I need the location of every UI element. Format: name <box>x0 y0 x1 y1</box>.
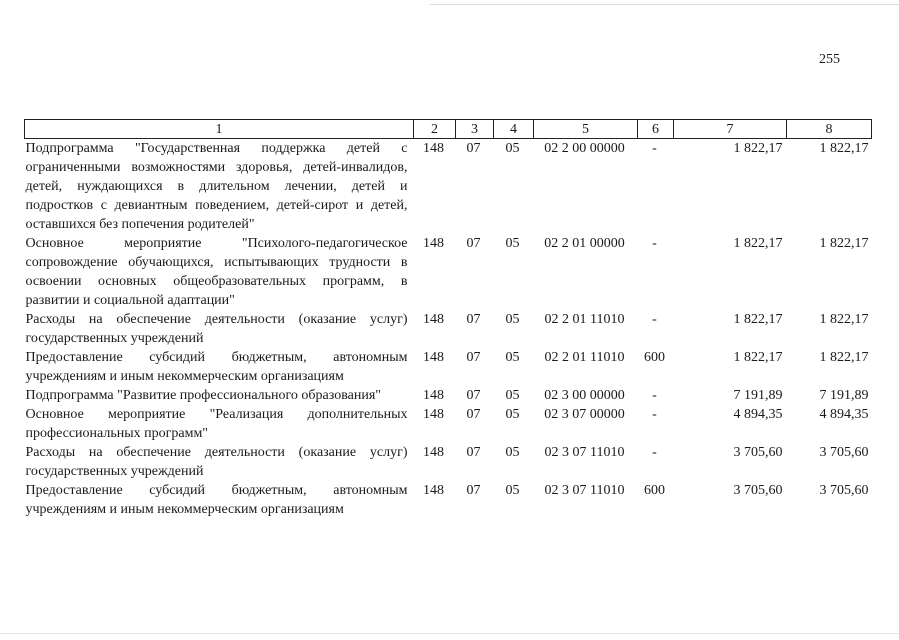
row-amount-col8: 1 822,17 <box>819 236 869 251</box>
row-name: Расходы на обеспечение деятельности (оказание услуг) государственных учреждений <box>25 312 408 346</box>
row-amount-col8: 1 822,17 <box>819 312 869 327</box>
row-name: Основное мероприятие "Психолого-педагогическое сопровождение обучающихся, испытывающих трудности в освоении основных общеобразовательных программ, в развитии и социальной адаптации" <box>25 236 408 308</box>
row-subsection-code: 05 <box>505 407 520 422</box>
row-expense-type: - <box>652 141 657 156</box>
row-amount-col7: 3 705,60 <box>733 483 783 498</box>
header-col-6: 6 <box>638 120 674 139</box>
row-expense-type: - <box>652 388 657 403</box>
table-row <box>25 405 872 443</box>
row-ministry-code: 148 <box>423 141 444 156</box>
row-amount-col8: 3 705,60 <box>819 483 869 498</box>
row-amount-col7: 3 705,60 <box>733 445 783 460</box>
row-section-code: 07 <box>466 312 481 327</box>
row-target-code: 02 2 01 11010 <box>544 350 625 365</box>
budget-table <box>24 119 872 519</box>
row-expense-type: - <box>652 445 657 460</box>
row-subsection-code: 05 <box>505 483 520 498</box>
row-subsection-code: 05 <box>505 312 520 327</box>
row-amount-col8: 7 191,89 <box>819 388 869 403</box>
table-row <box>25 443 872 481</box>
header-row <box>25 120 872 139</box>
row-name: Предоставление субсидий бюджетным, автономным учреждениям и иным некоммерческим организациям <box>25 350 408 384</box>
scan-edge-top <box>430 4 899 5</box>
budget-table-container <box>24 119 871 519</box>
table-row <box>25 481 872 519</box>
row-name: Подпрограмма "Государственная поддержка детей с ограниченными возможностями здоровья, детей-инвалидов, детей, нуждающихся в длительном лечении, детей и подростков с девиантным поведением, детей-сирот и детей, оставшихся без попечения родителей" <box>25 141 408 232</box>
row-amount-col7: 1 822,17 <box>733 141 783 156</box>
row-section-code: 07 <box>466 236 481 251</box>
row-section-code: 07 <box>466 483 481 498</box>
page-number: 255 <box>819 52 840 67</box>
row-ministry-code: 148 <box>423 445 444 460</box>
row-target-code: 02 3 00 00000 <box>544 388 625 403</box>
row-target-code: 02 3 07 11010 <box>544 483 625 498</box>
row-expense-type: - <box>652 236 657 251</box>
row-section-code: 07 <box>466 388 481 403</box>
table-row <box>25 310 872 348</box>
row-section-code: 07 <box>466 141 481 156</box>
header-col-4: 4 <box>494 120 534 139</box>
row-expense-type: - <box>652 312 657 327</box>
row-amount-col7: 1 822,17 <box>733 236 783 251</box>
row-ministry-code: 148 <box>423 407 444 422</box>
header-col-1: 1 <box>25 120 414 139</box>
header-col-8: 8 <box>787 120 872 139</box>
row-subsection-code: 05 <box>505 445 520 460</box>
row-expense-type: - <box>652 407 657 422</box>
table-row <box>25 234 872 310</box>
row-amount-col8: 1 822,17 <box>819 350 869 365</box>
header-col-5: 5 <box>534 120 638 139</box>
scan-edge-bottom <box>0 633 899 634</box>
table-row <box>25 139 872 235</box>
row-amount-col7: 7 191,89 <box>733 388 783 403</box>
row-name: Предоставление субсидий бюджетным, автономным учреждениям и иным некоммерческим организациям <box>25 483 408 517</box>
row-amount-col8: 1 822,17 <box>819 141 869 156</box>
row-ministry-code: 148 <box>423 483 444 498</box>
header-col-3: 3 <box>456 120 494 139</box>
row-subsection-code: 05 <box>505 350 520 365</box>
row-subsection-code: 05 <box>505 236 520 251</box>
table-body <box>25 139 872 520</box>
row-amount-col8: 3 705,60 <box>819 445 869 460</box>
row-expense-type: 600 <box>644 350 665 365</box>
row-amount-col7: 4 894,35 <box>733 407 783 422</box>
row-target-code: 02 3 07 11010 <box>544 445 625 460</box>
row-target-code: 02 2 01 11010 <box>544 312 625 327</box>
row-target-code: 02 2 01 00000 <box>544 236 625 251</box>
row-ministry-code: 148 <box>423 350 444 365</box>
row-subsection-code: 05 <box>505 388 520 403</box>
row-amount-col7: 1 822,17 <box>733 312 783 327</box>
row-subsection-code: 05 <box>505 141 520 156</box>
row-target-code: 02 2 00 00000 <box>544 141 625 156</box>
header-col-2: 2 <box>414 120 456 139</box>
row-target-code: 02 3 07 00000 <box>544 407 625 422</box>
row-name: Подпрограмма "Развитие профессионального образования" <box>25 388 381 403</box>
row-name: Основное мероприятие "Реализация дополнительных профессиональных программ" <box>25 407 408 441</box>
row-ministry-code: 148 <box>423 236 444 251</box>
header-col-7: 7 <box>674 120 787 139</box>
row-section-code: 07 <box>466 445 481 460</box>
row-amount-col8: 4 894,35 <box>819 407 869 422</box>
row-name: Расходы на обеспечение деятельности (оказание услуг) государственных учреждений <box>25 445 408 479</box>
row-section-code: 07 <box>466 407 481 422</box>
table-row <box>25 386 872 405</box>
table-row <box>25 348 872 386</box>
row-section-code: 07 <box>466 350 481 365</box>
table-header <box>25 120 872 139</box>
row-ministry-code: 148 <box>423 388 444 403</box>
row-ministry-code: 148 <box>423 312 444 327</box>
row-expense-type: 600 <box>644 483 665 498</box>
row-amount-col7: 1 822,17 <box>733 350 783 365</box>
